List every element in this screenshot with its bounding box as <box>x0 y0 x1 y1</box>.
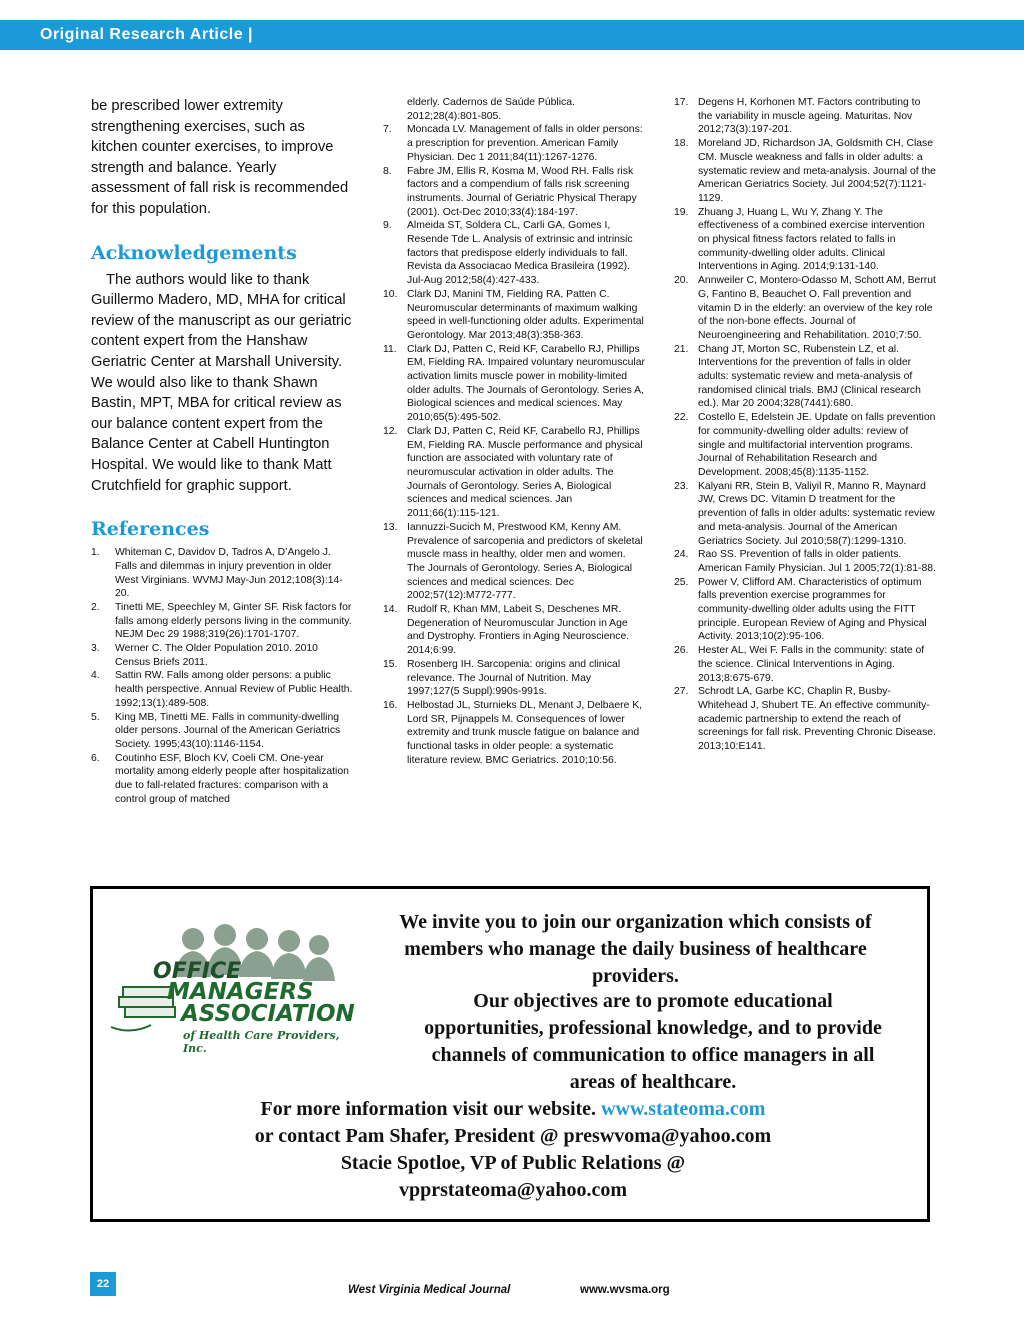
reference-item <box>674 274 937 343</box>
reference-number: 23. <box>674 480 689 492</box>
reference-number: 5. <box>91 711 100 723</box>
reference-number: 4. <box>91 670 100 682</box>
reference-text: Hester AL, Wei F. Falls in the community: state of the science. Clinical Interventions in Aging. 2013;8:675-679. <box>698 645 925 684</box>
reference-item <box>91 752 353 807</box>
reference-text: Costello E, Edelstein JE. Update on falls prevention for community-dwelling older adults: review of single and multifactorial intervention programs. Journal of Rehabilitation Research and Development. 2008;45(8):1135-1152. <box>698 412 936 478</box>
reference-text: elderly. Cadernos de Saúde Pública. 2012;28(4):801-805. <box>407 97 575 122</box>
reference-text: Iannuzzi-Sucich M, Prestwood KM, Kenny AM. Prevalence of sarcopenia and predictors of skeletal muscle mass in healthy, older men and women. The Journals of Gerontology. Series A, Biological sciences and medical sciences. Dec 2002;57(12):M772-777. <box>407 521 643 602</box>
reference-text: Whiteman C, Davidov D, Tadros A, D’Angelo J. Falls and dilemmas in injury prevention in older West Virginians. WVMJ May-Jun 2012;108(3):14-20. <box>115 547 343 600</box>
reference-text: Moncada LV. Management of falls in older persons: a prescription for prevention. American Family Physician. Dec 1 2011;84(11):1267-1276. <box>407 124 643 163</box>
reference-number: 2. <box>91 601 100 613</box>
contact-line-1: or contact Pam Shafer, President @ preswvoma@yahoo.com <box>254 1125 772 1147</box>
reference-text: Werner C. The Older Population 2010. 2010 Census Briefs 2011. <box>115 643 318 668</box>
objectives-text: Our objectives are to promote educational opportunities, professional knowledge, and to provide channels of communication to office managers in all areas of healthcare. <box>424 990 882 1093</box>
reference-item <box>383 699 646 768</box>
reference-number: 17. <box>674 97 689 108</box>
reference-item <box>91 711 353 752</box>
reference-text: Helbostad JL, Sturnieks DL, Menant J, Delbaere K, Lord SR, Pijnappels M. Consequences of lower extremity and trunk muscle fatigue on balance and functional tasks in older people: a systematic literature review. BMC Geriatrics. 2010;10:56. <box>407 699 643 766</box>
reference-item <box>674 206 937 275</box>
references-heading: References <box>91 518 210 541</box>
reference-number: 24. <box>674 549 689 561</box>
advertisement-box <box>90 886 930 1222</box>
reference-number: 7. <box>383 124 392 136</box>
reference-number: 13. <box>383 521 398 533</box>
reference-number: 18. <box>674 138 689 150</box>
reference-text: Kalyani RR, Stein B, Valiyil R, Manno R, Maynard JW, Crews DC. Vitamin D treatment for the prevention of falls in older adults: systematic review and meta-analysis. Journal of the American Geriatrics Society. Jul 2010;58(7):1299-1310. <box>698 480 935 547</box>
reference-text: Fabre JM, Ellis R, Kosma M, Wood RH. Falls risk factors and a compendium of falls risk screening instruments. Journal of Geriatric Physical Therapy (2001). Oct-Dec 2010;33(4):184-197. <box>407 165 637 218</box>
contact-line-3: vpprstateoma@yahoo.com <box>398 1179 628 1201</box>
reference-item <box>383 165 646 220</box>
reference-text: Clark DJ, Patten C, Reid KF, Carabello RJ, Phillips EM, Fielding RA. Muscle performance and physical function are associated with voluntary rate of neuromuscular activation in older adults. The Journals of Gerontology. Series A, Biological sciences and medical sciences. Jan 2011;66(1):115-121. <box>407 425 643 520</box>
logo-managers: MANAGERS <box>167 979 314 1005</box>
reference-item <box>383 658 646 699</box>
reference-text: Almeida ST, Soldera CL, Carli GA, Gomes I, Resende Tde L. Analysis of extrinsic and intrinsic factors that predispose elderly individuals to fall. Revista da Associacao Medica Brasileira (1992). Jul-Aug 2012;58(4):427-433. <box>407 220 633 287</box>
reference-item <box>674 96 937 137</box>
reference-item <box>674 343 937 412</box>
reference-item <box>91 546 353 601</box>
website-link[interactable]: www.stateoma.com <box>601 1098 766 1120</box>
reference-number: 16. <box>383 699 398 711</box>
reference-item <box>91 601 353 642</box>
reference-item <box>383 288 646 343</box>
logo-office: OFFICE <box>153 959 242 984</box>
invite-text: We invite you to join our organization which consists of members who manage the daily business of healthcare providers. <box>399 911 872 987</box>
reference-text: Clark DJ, Patten C, Reid KF, Carabello RJ, Phillips EM, Fielding RA. Impaired voluntary neuromuscular activation limits muscle power in mobility-limited older adults. The Journals of Gerontology. Series A, Biological sciences and medical sciences. May 2010;65(5):495-502. <box>407 343 645 424</box>
reference-text: Coutinho ESF, Bloch KV, Coeli CM. One-year mortality among elderly people after hospitalization due to fall-related fractures: comparison with a control group of matched <box>115 752 349 805</box>
reference-number: 26. <box>674 645 689 657</box>
reference-text: Schrodt LA, Garbe KC, Chaplin R, Busby-Whitehead J, Shubert TE. An effective community-academic partnership to extend the reach of screenings for fall risk. Preventing Chronic Disease. 2013;10:E141. <box>698 686 936 753</box>
reference-number: 8. <box>383 165 392 177</box>
logo-subtitle: of Health Care Providers, Inc. <box>183 1029 340 1055</box>
reference-item <box>383 96 646 123</box>
column-3 <box>674 96 937 754</box>
reference-text: Annweiler C, Montero-Odasso M, Schott AM, Berrut G, Fantino B, Beauchet O. Fall prevention and vitamin D in the elderly: an overview of the key role of the non-bone effects. Journal of Neuroengineering and Rehabilitation. 2010;7:50. <box>698 275 936 341</box>
reference-item <box>674 685 937 754</box>
reference-number: 9. <box>383 220 392 232</box>
reference-number: 19. <box>674 206 689 218</box>
reference-text: Rudolf R, Khan MM, Labeit S, Deschenes MR. Degeneration of Neuromuscular Junction in Age and Dystrophy. Frontiers in Aging Neuroscience. 2014;6:99. <box>407 604 630 657</box>
reference-number: 25. <box>674 576 689 588</box>
column-1 <box>91 96 353 806</box>
reference-number: 3. <box>91 643 100 655</box>
acknowledgements-heading: Acknowledgements <box>91 241 297 264</box>
reference-text: Power V, Clifford AM. Characteristics of optimum falls prevention exercise programmes for community-dwelling older adults using the FITT principle. European Review of Aging and Physical Activity. 2013;10(2):95-106. <box>698 576 927 643</box>
section-label: Original Research Article | <box>40 26 254 43</box>
references-list-col3 <box>674 96 937 754</box>
more-info-line <box>193 1096 833 1123</box>
footer-url[interactable]: www.wvsma.org <box>580 1284 670 1296</box>
oma-logo <box>101 917 361 1055</box>
reference-number: 27. <box>674 686 689 698</box>
reference-item <box>674 480 937 549</box>
reference-text: Degens H, Korhonen MT. Factors contributing to the variability in muscle ageing. Maturitas. Nov 2012;73(3):197-201. <box>698 97 921 136</box>
acknowledgements-paragraph: The authors would like to thank Guillermo Madero, MD, MHA for critical review of the manuscript as our geriatric content expert from the Hanshaw Geriatric Center at Marshall University. We would also like to thank Shawn Bastin, MPT, MBA for critical review as our balance content expert from the Balance Center at Cabell Huntington Hospital. We would like to thank Matt Crutchfield for graphic support. <box>91 271 352 494</box>
column-2 <box>383 96 646 767</box>
reference-item <box>91 669 353 710</box>
reference-text: Moreland JD, Richardson JA, Goldsmith CH, Clase CM. Muscle weakness and falls in older adults: a systematic review and meta-analysis. Journal of the American Geriatrics Society. Jul 2004;52(7):1121-1129. <box>698 138 936 204</box>
reference-number: 12. <box>383 425 398 437</box>
reference-text: Chang JT, Morton SC, Rubenstein LZ, et al. Interventions for the prevention of falls in older adults: systematic review and meta-analysis of randomised clinical trials. BMJ (Clinical research ed.). Mar 20 2004;328(7441):680. <box>698 343 921 410</box>
reference-item <box>383 219 646 288</box>
header-bar <box>0 20 1024 50</box>
reference-text: Sattin RW. Falls among older persons: a public health perspective. Annual Review of Public Health. 1992;13(1):489-508. <box>115 670 353 709</box>
more-info-text: For more information visit our website. <box>260 1098 597 1120</box>
reference-number: 22. <box>674 412 689 424</box>
reference-text: Rao SS. Prevention of falls in older patients. American Family Physician. Jul 1 2005;72(1):81-88. <box>698 549 936 574</box>
reference-number: 1. <box>91 547 100 559</box>
logo-association: ASSOCIATION <box>181 1001 355 1027</box>
reference-text: Zhuang J, Huang L, Wu Y, Zhang Y. The effectiveness of a combined exercise intervention on physical fitness factors related to falls in community-dwelling older adults. Clinical Interventions in Aging. 2014;9:131-140. <box>698 206 925 273</box>
reference-number: 20. <box>674 275 689 287</box>
reference-number: 6. <box>91 752 100 764</box>
intro-paragraph: be prescribed lower extremity strengthening exercises, such as kitchen counter exercises, to improve strength and balance. Yearly assessment of fall risk is recommended for this population. <box>91 98 349 217</box>
reference-item <box>674 548 937 575</box>
reference-item <box>674 137 937 206</box>
reference-item <box>383 603 646 658</box>
reference-item <box>674 644 937 685</box>
references-list-col1 <box>91 546 353 806</box>
reference-number: 14. <box>383 604 398 616</box>
reference-item <box>383 123 646 164</box>
reference-item <box>383 521 646 603</box>
reference-number: 11. <box>383 343 397 355</box>
reference-item <box>674 411 937 480</box>
contact-line-2: Stacie Spotloe, VP of Public Relations @ <box>340 1152 686 1174</box>
reference-text: King MB, Tinetti ME. Falls in community-dwelling older persons. Journal of the American Geriatrics Society. 1995;43(10):1146-1154. <box>115 711 341 750</box>
reference-number: 10. <box>383 288 398 300</box>
reference-item <box>674 576 937 645</box>
reference-text: Clark DJ, Manini TM, Fielding RA, Patten C. Neuromuscular determinants of maximum walking speed in well-functioning older adults. Experimental Gerontology. Mar 2013;48(3):358-363. <box>407 288 644 341</box>
page-number: 22 <box>90 1272 116 1296</box>
reference-item <box>383 343 646 425</box>
books-icon <box>111 987 175 1031</box>
reference-item <box>91 642 353 669</box>
reference-text: Rosenberg IH. Sarcopenia: origins and clinical relevance. The Journal of Nutrition. May 1997;127(5 Suppl):990s-991s. <box>407 658 621 698</box>
reference-text: Tinetti ME, Speechley M, Ginter SF. Risk factors for falls among elderly persons living in the community. NEJM Dec 29 1988;319(26):1701-1707. <box>115 601 352 641</box>
reference-item <box>383 425 646 521</box>
references-list-col2 <box>383 96 646 767</box>
footer-journal: West Virginia Medical Journal <box>348 1284 511 1296</box>
reference-number: 21. <box>674 343 689 355</box>
reference-number: 15. <box>383 658 398 670</box>
